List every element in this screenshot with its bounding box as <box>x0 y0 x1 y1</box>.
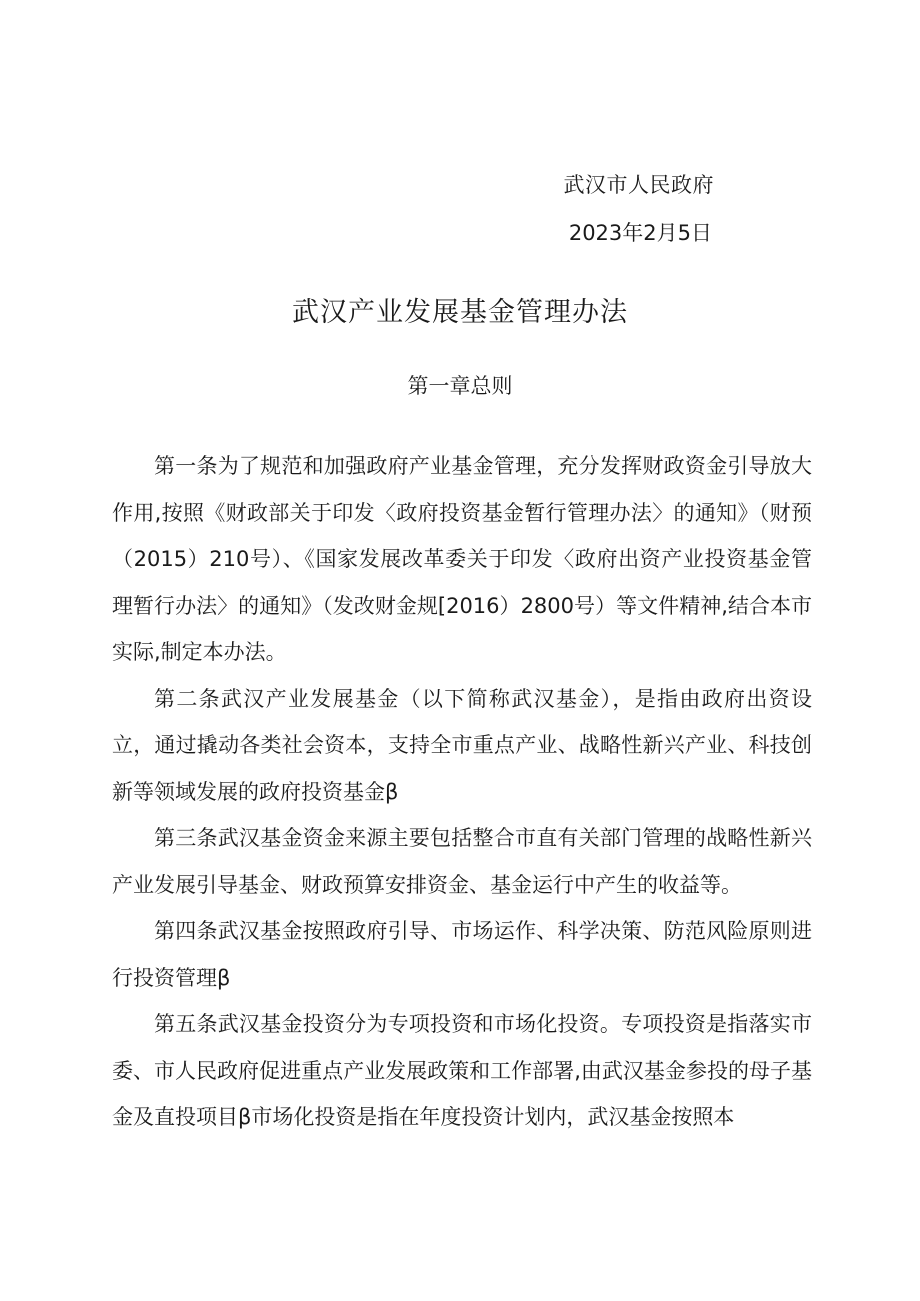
article-3: 第三条武汉基金资金来源主要包括整合市直有关部门管理的战略性新兴产业发展引导基金、财政预算安排资金、基金运行中产生的收益等。 <box>112 826 812 897</box>
article-1: 第一条为了规范和加强政府产业基金管理，充分发挥财政资金引导放大作用,按照《财政部关于印发〈政府投资基金暂行管理办法〉的通知》（财预（2015）210号）、《国家发展改革委关于印发〈政府出资产业投资基金管理暂行办法〉的通知》（发改财金规[2016）2800号）等文件精神,结合本市实际,制定本办法。 <box>112 454 812 664</box>
issue-date: 2023年2月5日 <box>568 221 712 245</box>
document-body <box>112 443 812 1141</box>
chapter-heading: 第一章总则 <box>407 374 513 398</box>
article-4: 第四条武汉基金按照政府引导、市场运作、科学决策、防范风险原则进行投资管理β <box>112 919 812 990</box>
article-5: 第五条武汉基金投资分为专项投资和市场化投资。专项投资是指落实市委、市人民政府促进重点产业发展政策和工作部署,由武汉基金参投的母子基金及直投项目β市场化投资是指在年度投资计划内，武汉基金按照本 <box>112 1012 812 1129</box>
document-title: 武汉产业发展基金管理办法 <box>292 297 628 328</box>
issuer-name: 武汉市人民政府 <box>563 173 714 197</box>
article-2: 第二条武汉产业发展基金（以下简称武汉基金），是指由政府出资设立，通过撬动各类社会资本，支持全市重点产业、战略性新兴产业、科技创新等领域发展的政府投资基金β <box>112 686 812 804</box>
